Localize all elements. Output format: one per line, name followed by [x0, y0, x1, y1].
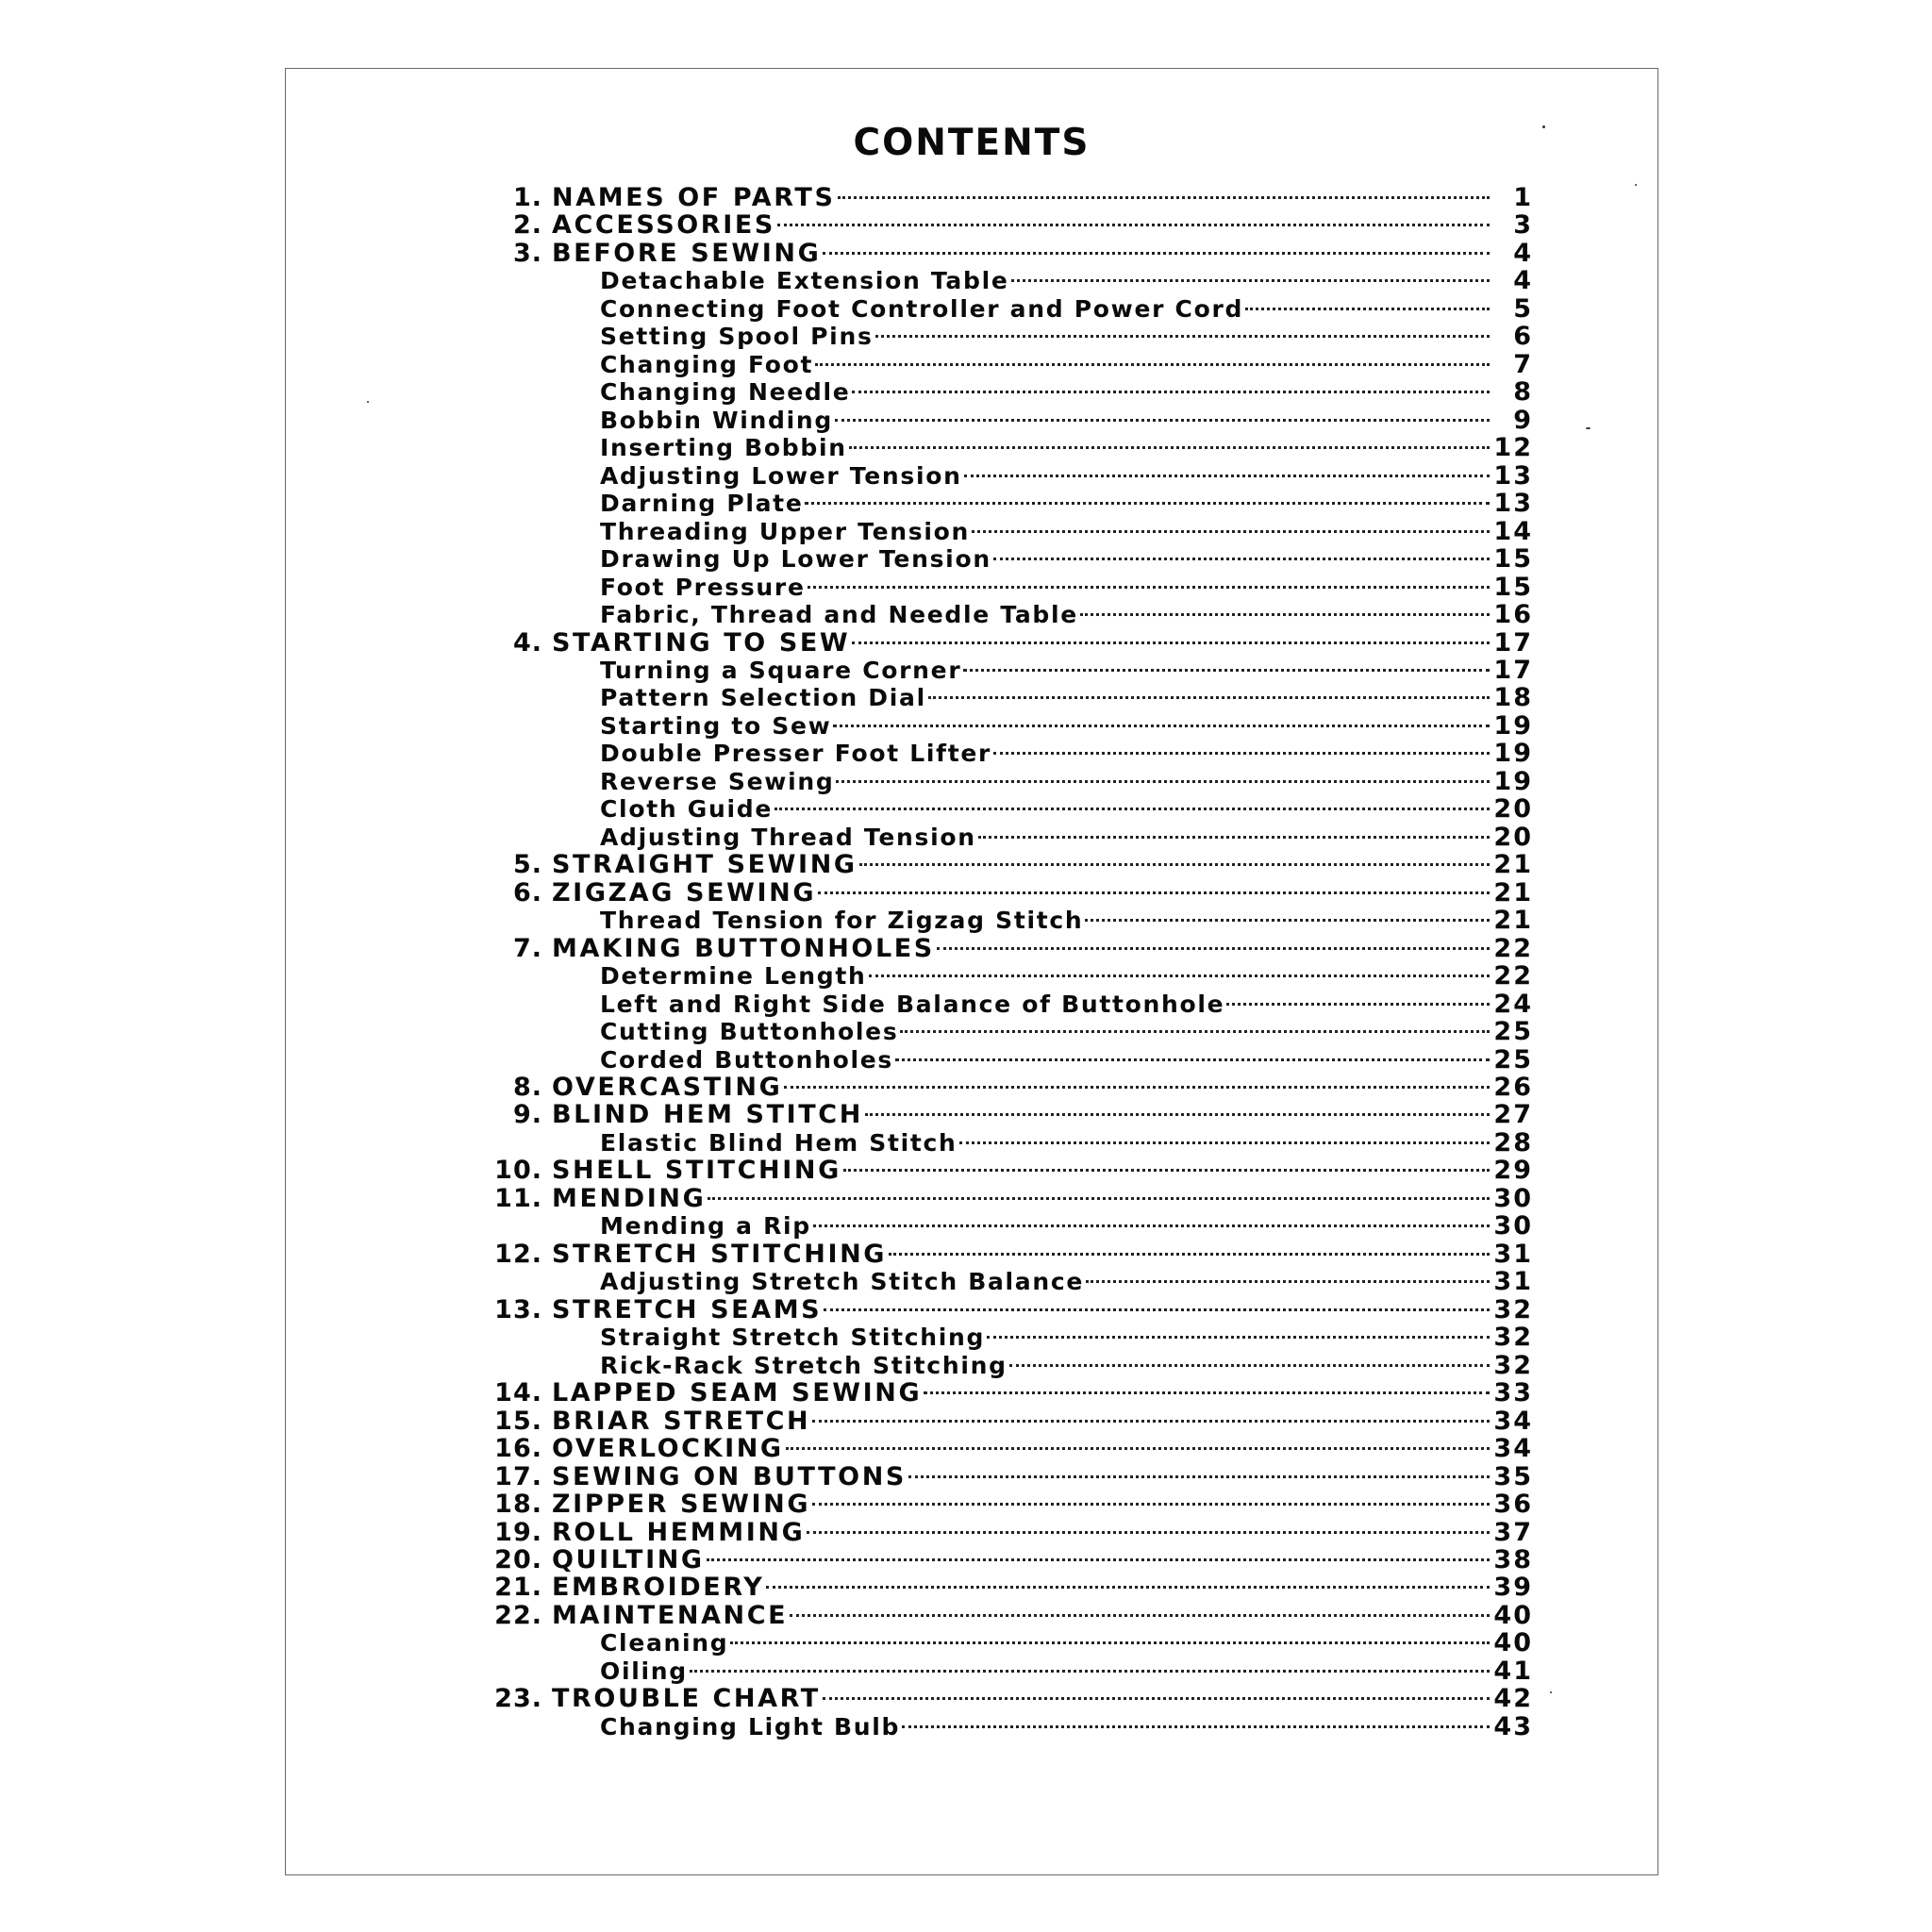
toc-page-number: 28: [1493, 1127, 1533, 1158]
toc-subsection: [475, 991, 1533, 1018]
dot-leader: [937, 944, 1490, 950]
toc-chapter: [475, 1546, 1533, 1574]
toc-chapter: [475, 1074, 1533, 1101]
dot-leader: [908, 1473, 1490, 1478]
scan-speck: [1542, 125, 1545, 128]
dot-leader: [963, 666, 1490, 672]
toc-page-number: 12: [1493, 433, 1533, 463]
toc-chapter-number: 7.: [512, 933, 542, 963]
toc-entry-label: EMBROIDERY: [552, 1573, 765, 1603]
toc-page-number: 20: [1493, 794, 1533, 824]
dot-leader: [823, 249, 1490, 255]
dot-leader: [869, 972, 1490, 977]
toc-chapter-number: 19.: [494, 1517, 542, 1547]
toc-subsection: [475, 1046, 1533, 1074]
toc-page-number: 38: [1493, 1544, 1533, 1574]
toc-page-number: 35: [1493, 1461, 1533, 1491]
toc-page-number: 29: [1493, 1156, 1533, 1186]
toc-page-number: 42: [1493, 1684, 1533, 1714]
toc-entry-label: Foot Pressure: [600, 573, 806, 601]
toc-entry-label: Drawing Up Lower Tension: [600, 545, 991, 574]
toc-page-number: 1: [1513, 183, 1533, 212]
toc-entry-label: SHELL STITCHING: [552, 1156, 841, 1186]
toc-entry-label: MENDING: [552, 1183, 707, 1213]
toc-page-number: 14: [1493, 516, 1533, 546]
scan-speck: [1635, 184, 1637, 186]
toc-entry-label: OVERCASTING: [552, 1073, 783, 1102]
toc-entry-label: Reverse Sewing: [600, 767, 835, 795]
toc-page-number: 7: [1513, 349, 1533, 379]
toc-subsection: [475, 1129, 1533, 1157]
toc-page-number: 8: [1513, 377, 1533, 408]
toc-chapter: [475, 1407, 1533, 1435]
toc-chapter-number: 5.: [512, 850, 542, 880]
dot-leader: [852, 639, 1490, 644]
toc-chapter: [475, 1379, 1533, 1407]
toc-subsection: [475, 323, 1533, 350]
toc-entry-label: Left and Right Side Balance of Buttonhole: [600, 990, 1225, 1018]
toc-page-number: 25: [1493, 1044, 1533, 1074]
toc-page-number: 39: [1493, 1573, 1533, 1603]
toc-page-number: 4: [1513, 266, 1533, 296]
toc-entry-label: TROUBLE CHART: [552, 1684, 821, 1714]
toc-entry-label: Cutting Buttonholes: [600, 1018, 899, 1046]
dot-leader: [835, 416, 1490, 422]
toc-page-number: 36: [1493, 1490, 1533, 1520]
dot-leader: [774, 805, 1490, 810]
toc-subsection: [475, 712, 1533, 740]
toc-entry-label: Changing Foot: [600, 350, 814, 378]
toc-page-number: 21: [1493, 906, 1533, 936]
toc-subsection: [475, 351, 1533, 378]
toc-subsection: [475, 1713, 1533, 1740]
toc-chapter: [475, 1435, 1533, 1462]
toc-subsection: [475, 434, 1533, 461]
toc-entry-label: Oiling: [600, 1657, 688, 1685]
toc-subsection: [475, 267, 1533, 294]
toc-chapter-number: 23.: [494, 1684, 542, 1714]
toc-entry-label: Starting to Sew: [600, 711, 832, 740]
table-of-contents: [475, 184, 1533, 1740]
dot-leader: [812, 1500, 1490, 1506]
dot-leader: [843, 1166, 1490, 1172]
toc-chapter-number: 20.: [494, 1544, 542, 1574]
dot-leader: [823, 1694, 1490, 1700]
dot-leader: [824, 1306, 1490, 1311]
toc-entry-label: ACCESSORIES: [552, 210, 775, 241]
toc-page-number: 13: [1493, 460, 1533, 491]
toc-chapter: [475, 1185, 1533, 1212]
toc-chapter-number: 1.: [512, 183, 542, 212]
dot-leader: [859, 860, 1490, 866]
toc-subsection: [475, 1352, 1533, 1379]
dot-leader: [786, 1444, 1490, 1450]
toc-chapter-number: 13.: [494, 1294, 542, 1324]
toc-entry-label: Threading Upper Tension: [600, 517, 970, 545]
toc-entry-label: Corded Buttonholes: [600, 1045, 894, 1074]
toc-chapter: [475, 1685, 1533, 1712]
toc-page-number: 27: [1493, 1100, 1533, 1130]
toc-chapter-number: 9.: [512, 1100, 542, 1130]
toc-page-number: 22: [1493, 961, 1533, 991]
toc-chapter: [475, 1491, 1533, 1518]
dot-leader: [993, 555, 1490, 560]
toc-page-number: 32: [1493, 1294, 1533, 1324]
toc-subsection: [475, 574, 1533, 601]
dot-leader: [790, 1611, 1490, 1617]
toc-entry-label: Mending a Rip: [600, 1212, 811, 1241]
toc-entry-label: Adjusting Thread Tension: [600, 823, 976, 851]
toc-subsection: [475, 684, 1533, 711]
toc-subsection: [475, 601, 1533, 628]
toc-page-number: 16: [1493, 600, 1533, 630]
toc-page-number: 43: [1493, 1711, 1533, 1741]
toc-entry-label: Cloth Guide: [600, 795, 773, 824]
toc-chapter: [475, 1602, 1533, 1629]
dot-leader: [865, 1110, 1490, 1116]
toc-entry-label: Adjusting Lower Tension: [600, 461, 962, 490]
toc-entry-label: NAMES OF PARTS: [552, 183, 836, 212]
toc-page-number: 41: [1493, 1656, 1533, 1686]
toc-page-number: 26: [1493, 1073, 1533, 1102]
scan-speck: [367, 401, 369, 403]
toc-entry-label: OVERLOCKING: [552, 1434, 784, 1464]
dot-leader: [812, 1417, 1490, 1423]
toc-chapter-number: 21.: [494, 1573, 542, 1603]
dot-leader: [895, 1056, 1490, 1061]
toc-entry-label: Rick-Rack Stretch Stitching: [600, 1351, 1008, 1379]
dot-leader: [707, 1556, 1490, 1561]
toc-chapter-number: 10.: [494, 1156, 542, 1186]
toc-page-number: 30: [1493, 1183, 1533, 1213]
dot-leader: [964, 472, 1490, 477]
dot-leader: [889, 1250, 1490, 1256]
toc-subsection: [475, 490, 1533, 517]
toc-subsection: [475, 378, 1533, 406]
toc-chapter-number: 17.: [494, 1461, 542, 1491]
toc-entry-label: Adjusting Stretch Stitch Balance: [600, 1268, 1085, 1296]
toc-entry-label: Detachable Extension Table: [600, 267, 1009, 295]
toc-entry-label: Changing Needle: [600, 378, 851, 407]
dot-leader: [690, 1667, 1490, 1673]
toc-chapter: [475, 879, 1533, 907]
toc-chapter: [475, 211, 1533, 239]
toc-page-number: 32: [1493, 1350, 1533, 1380]
toc-entry-label: Elastic Blind Hem Stitch: [600, 1128, 958, 1157]
dot-leader: [959, 1139, 1490, 1144]
toc-chapter: [475, 1101, 1533, 1128]
dot-leader: [900, 1027, 1490, 1033]
dot-leader: [1085, 916, 1490, 922]
dot-leader: [1245, 305, 1490, 310]
toc-page-number: 19: [1493, 710, 1533, 741]
toc-subsection: [475, 907, 1533, 934]
toc-chapter-number: 6.: [512, 877, 542, 908]
toc-entry-label: Connecting Foot Controller and Power Cord: [600, 294, 1244, 323]
toc-chapter-number: 8.: [512, 1073, 542, 1102]
toc-page-number: 20: [1493, 822, 1533, 852]
toc-page-number: 18: [1493, 683, 1533, 713]
toc-subsection: [475, 962, 1533, 990]
toc-page-number: 31: [1493, 1267, 1533, 1297]
dot-leader: [852, 388, 1490, 393]
toc-chapter: [475, 1574, 1533, 1601]
dot-leader: [1011, 276, 1491, 282]
toc-page-number: 15: [1493, 544, 1533, 575]
toc-page-number: 21: [1493, 850, 1533, 880]
scan-speck: [1586, 427, 1591, 429]
toc-chapter: [475, 1296, 1533, 1324]
toc-entry-label: Darning Plate: [600, 490, 804, 518]
dot-leader: [1009, 1361, 1490, 1367]
dot-leader: [805, 499, 1490, 505]
toc-entry-label: MAKING BUTTONHOLES: [552, 933, 935, 963]
toc-page-number: 32: [1493, 1323, 1533, 1353]
toc-entry-label: LAPPED SEAM SEWING: [552, 1378, 923, 1408]
dot-leader: [993, 749, 1490, 755]
toc-entry-label: Bobbin Winding: [600, 406, 833, 434]
toc-page-number: 19: [1493, 739, 1533, 769]
toc-entry-label: Double Presser Foot Lifter: [600, 740, 992, 768]
dot-leader: [1080, 610, 1490, 616]
dot-leader: [1086, 1277, 1490, 1283]
toc-page-number: 13: [1493, 489, 1533, 519]
toc-chapter: [475, 184, 1533, 211]
toc-entry-label: ZIGZAG SEWING: [552, 877, 817, 908]
toc-page-number: 33: [1493, 1378, 1533, 1408]
toc-page-number: 40: [1493, 1600, 1533, 1630]
toc-page-number: 37: [1493, 1517, 1533, 1547]
toc-subsection: [475, 1212, 1533, 1240]
scan-speck: [1550, 1691, 1552, 1693]
toc-chapter-number: 4.: [512, 627, 542, 658]
toc-chapter-number: 22.: [494, 1600, 542, 1630]
toc-page-number: 40: [1493, 1628, 1533, 1658]
dot-leader: [924, 1389, 1490, 1394]
toc-page-number: 3: [1513, 210, 1533, 241]
toc-subsection: [475, 462, 1533, 490]
toc-page-number: 5: [1513, 293, 1533, 324]
toc-page-number: 9: [1513, 405, 1533, 435]
toc-entry-label: Setting Spool Pins: [600, 323, 874, 351]
dot-leader: [875, 332, 1490, 338]
dot-leader: [838, 193, 1491, 199]
toc-subsection: [475, 295, 1533, 323]
toc-page-number: 19: [1493, 766, 1533, 796]
dot-leader: [902, 1723, 1490, 1728]
toc-chapter-number: 11.: [494, 1183, 542, 1213]
dot-leader: [807, 1528, 1490, 1534]
dot-leader: [928, 693, 1490, 699]
toc-chapter-number: 15.: [494, 1406, 542, 1436]
toc-subsection: [475, 1657, 1533, 1685]
toc-entry-label: Cleaning: [600, 1629, 729, 1657]
dot-leader: [766, 1583, 1490, 1589]
toc-entry-label: Inserting Bobbin: [600, 434, 847, 462]
dot-leader: [1226, 1000, 1490, 1006]
toc-entry-label: Determine Length: [600, 962, 867, 991]
toc-page-number: 15: [1493, 572, 1533, 602]
dot-leader: [987, 1333, 1490, 1339]
dot-leader: [978, 833, 1490, 839]
toc-page-number: 34: [1493, 1406, 1533, 1436]
toc-entry-label: Straight Stretch Stitching: [600, 1324, 986, 1352]
toc-page-number: 30: [1493, 1211, 1533, 1241]
dot-leader: [849, 443, 1490, 449]
toc-chapter: [475, 240, 1533, 267]
dot-leader: [808, 583, 1490, 589]
toc-chapter: [475, 1463, 1533, 1491]
toc-page-number: 17: [1493, 627, 1533, 658]
dot-leader: [708, 1194, 1490, 1200]
toc-subsection: [475, 545, 1533, 573]
toc-chapter: [475, 629, 1533, 657]
toc-chapter-number: 12.: [494, 1239, 542, 1269]
toc-entry-label: QUILTING: [552, 1544, 705, 1574]
toc-page-number: 24: [1493, 989, 1533, 1019]
toc-subsection: [475, 407, 1533, 434]
toc-chapter-number: 2.: [512, 210, 542, 241]
toc-chapter: [475, 935, 1533, 962]
toc-entry-label: STRETCH STITCHING: [552, 1239, 888, 1269]
toc-entry-label: Pattern Selection Dial: [600, 684, 926, 712]
toc-entry-label: BLIND HEM STITCH: [552, 1100, 863, 1130]
toc-entry-label: Changing Light Bulb: [600, 1712, 901, 1740]
toc-subsection: [475, 1629, 1533, 1657]
toc-page-number: 25: [1493, 1017, 1533, 1047]
toc-subsection: [475, 518, 1533, 545]
page-title: CONTENTS: [853, 122, 1091, 164]
toc-chapter-number: 3.: [512, 238, 542, 268]
toc-chapter-number: 14.: [494, 1378, 542, 1408]
toc-chapter: [475, 1157, 1533, 1184]
toc-entry-label: ZIPPER SEWING: [552, 1490, 811, 1520]
toc-subsection: [475, 1324, 1533, 1351]
toc-entry-label: STRETCH SEAMS: [552, 1294, 823, 1324]
toc-chapter-number: 18.: [494, 1490, 542, 1520]
toc-page-number: 22: [1493, 933, 1533, 963]
toc-entry-label: Thread Tension for Zigzag Stitch: [600, 907, 1084, 935]
toc-page-number: 31: [1493, 1239, 1533, 1269]
toc-subsection: [475, 740, 1533, 767]
toc-subsection: [475, 795, 1533, 823]
toc-chapter: [475, 1241, 1533, 1268]
dot-leader: [833, 722, 1490, 727]
toc-subsection: [475, 1018, 1533, 1045]
dot-leader: [784, 1083, 1490, 1089]
dot-leader: [730, 1639, 1490, 1644]
toc-page-number: 34: [1493, 1434, 1533, 1464]
toc-chapter: [475, 1519, 1533, 1546]
toc-chapter: [475, 851, 1533, 878]
toc-subsection: [475, 657, 1533, 684]
toc-chapter-number: 16.: [494, 1434, 542, 1464]
toc-subsection: [475, 824, 1533, 851]
toc-subsection: [475, 1268, 1533, 1295]
toc-entry-label: MAINTENANCE: [552, 1600, 789, 1630]
toc-page-number: 21: [1493, 877, 1533, 908]
dot-leader: [815, 360, 1490, 366]
toc-entry-label: SEWING ON BUTTONS: [552, 1461, 907, 1491]
toc-page-number: 4: [1513, 238, 1533, 268]
toc-entry-label: Fabric, Thread and Needle Table: [600, 601, 1078, 629]
dot-leader: [972, 527, 1490, 533]
toc-subsection: [475, 768, 1533, 795]
toc-entry-label: STRAIGHT SEWING: [552, 850, 858, 880]
toc-entry-label: BEFORE SEWING: [552, 238, 822, 268]
toc-entry-label: Turning a Square Corner: [600, 656, 962, 684]
dot-leader: [813, 1222, 1490, 1227]
toc-entry-label: ROLL HEMMING: [552, 1517, 806, 1547]
dot-leader: [777, 221, 1490, 226]
toc-entry-label: BRIAR STRETCH: [552, 1406, 811, 1436]
dot-leader: [836, 777, 1490, 783]
toc-page-number: 17: [1493, 655, 1533, 685]
toc-page-number: 6: [1513, 322, 1533, 352]
document-page: [285, 68, 1658, 1875]
dot-leader: [818, 889, 1490, 894]
toc-entry-label: STARTING TO SEW: [552, 627, 851, 658]
